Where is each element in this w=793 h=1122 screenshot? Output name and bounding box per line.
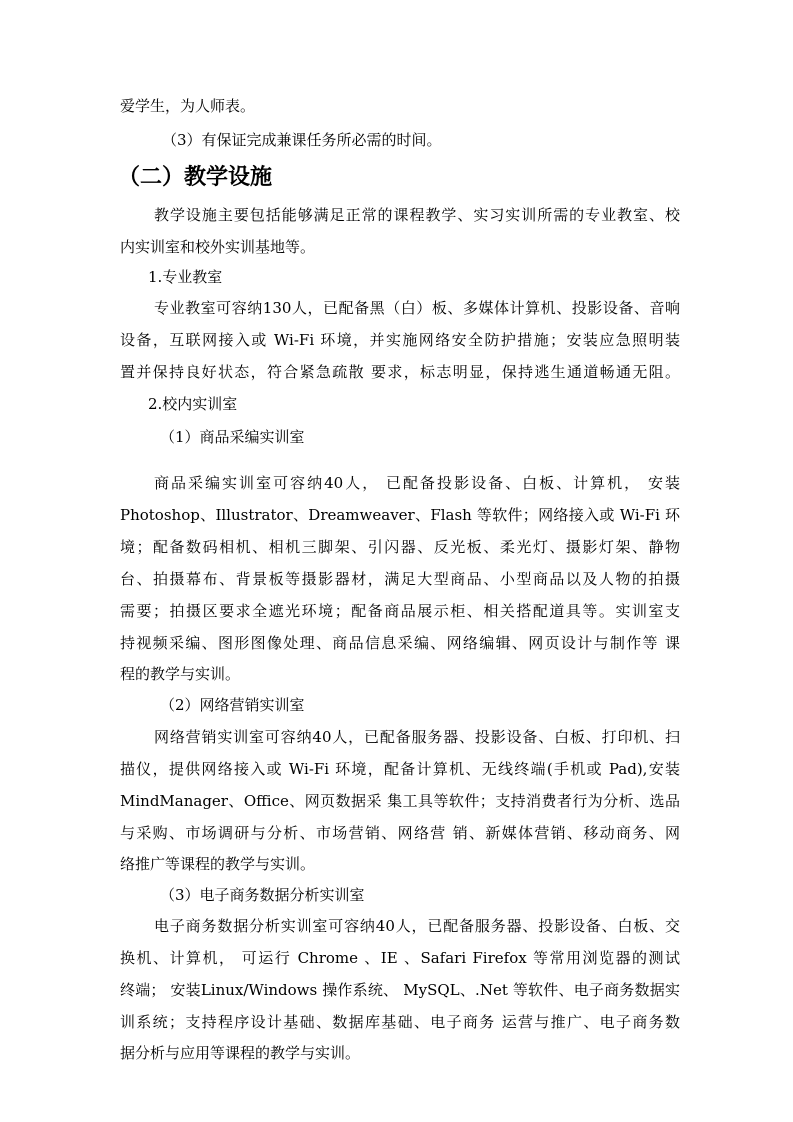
subheading: （1）商品采编实训室 — [160, 428, 305, 446]
paragraph-line: 商品采编实训室可容纳40人， 已配备投影设备、白板、计算机， 安装 — [154, 474, 680, 492]
paragraph-line: 换机、计算机， 可运行 Chrome 、IE 、Safari Firefox 等常用浏览器的测试 — [120, 949, 680, 967]
section-heading: （二）教学设施 — [118, 165, 273, 190]
paragraph-line: 描仪，提供网络接入或 Wi-Fi 环境，配备计算机、无线终端(手机或 Pad),安装 — [120, 760, 680, 778]
subheading: 1.专业教室 — [148, 268, 223, 286]
paragraph-line: 内实训室和校外实训基地等。 — [120, 238, 316, 256]
paragraph-line: 终端； 安装Linux/Windows 操作系统、 MySQL、.Net 等软件、电子商务数据实 — [120, 981, 680, 999]
paragraph-line: 网络营销实训室可容纳40人，已配备服务器、投影设备、白板、打印机、扫 — [154, 728, 680, 746]
paragraph-line: 爱学生，为人师表。 — [120, 97, 256, 115]
paragraph-line: 台、拍摄幕布、背景板等摄影器材，满足大型商品、小型商品以及人物的拍摄 — [120, 570, 680, 588]
paragraph-line: 电子商务数据分析实训室可容纳40人，已配备服务器、投影设备、白板、交 — [154, 917, 680, 935]
paragraph-line: （3）有保证完成兼课任务所必需的时间。 — [162, 131, 442, 149]
paragraph-line: Photoshop、Illustrator、Dreamweaver、Flash 等软件；网络接入或 Wi-Fi 环 — [120, 506, 680, 524]
paragraph-line: 据分析与应用等课程的教学与实训。 — [120, 1044, 361, 1062]
subheading: （3）电子商务数据分析实训室 — [160, 886, 365, 904]
paragraph-line: 设备，互联网接入或 Wi-Fi 环境，并实施网络安全防护措施；安装应急照明装 — [120, 331, 680, 349]
paragraph-line: 络推广等课程的教学与实训。 — [120, 855, 316, 873]
paragraph-line: 境；配备数码相机、相机三脚架、引闪器、反光板、柔光灯、摄影灯架、静物 — [120, 538, 680, 556]
paragraph-line: 专业教室可容纳130人，已配备黑（白）板、多媒体计算机、投影设备、音响 — [154, 299, 680, 317]
paragraph-line: 需要；拍摄区要求全遮光环境；配备商品展示柜、相关搭配道具等。实训室支 — [120, 602, 680, 620]
subheading: 2.校内实训室 — [148, 395, 238, 413]
paragraph-line: MindManager、Office、网页数据采 集工具等软件；支持消费者行为分析、选品 — [120, 792, 680, 810]
paragraph-line: 训系统；支持程序设计基础、数据库基础、电子商务 运营与推广、电子商务数 — [120, 1013, 680, 1031]
paragraph-line: 持视频采编、图形图像处理、商品信息采编、网络编辑、网页设计与制作等 课 — [120, 634, 680, 652]
paragraph-line: 置并保持良好状态，符合紧急疏散 要求，标志明显，保持逃生通道畅通无阻。 — [120, 363, 680, 381]
subheading: （2）网络营销实训室 — [160, 696, 305, 714]
paragraph-line: 教学设施主要包括能够满足正常的课程教学、实习实训所需的专业教室、校 — [154, 206, 680, 224]
paragraph-line: 程的教学与实训。 — [120, 665, 241, 683]
paragraph-line: 与采购、市场调研与分析、市场营销、网络营 销、新媒体营销、移动商务、网 — [120, 824, 680, 842]
